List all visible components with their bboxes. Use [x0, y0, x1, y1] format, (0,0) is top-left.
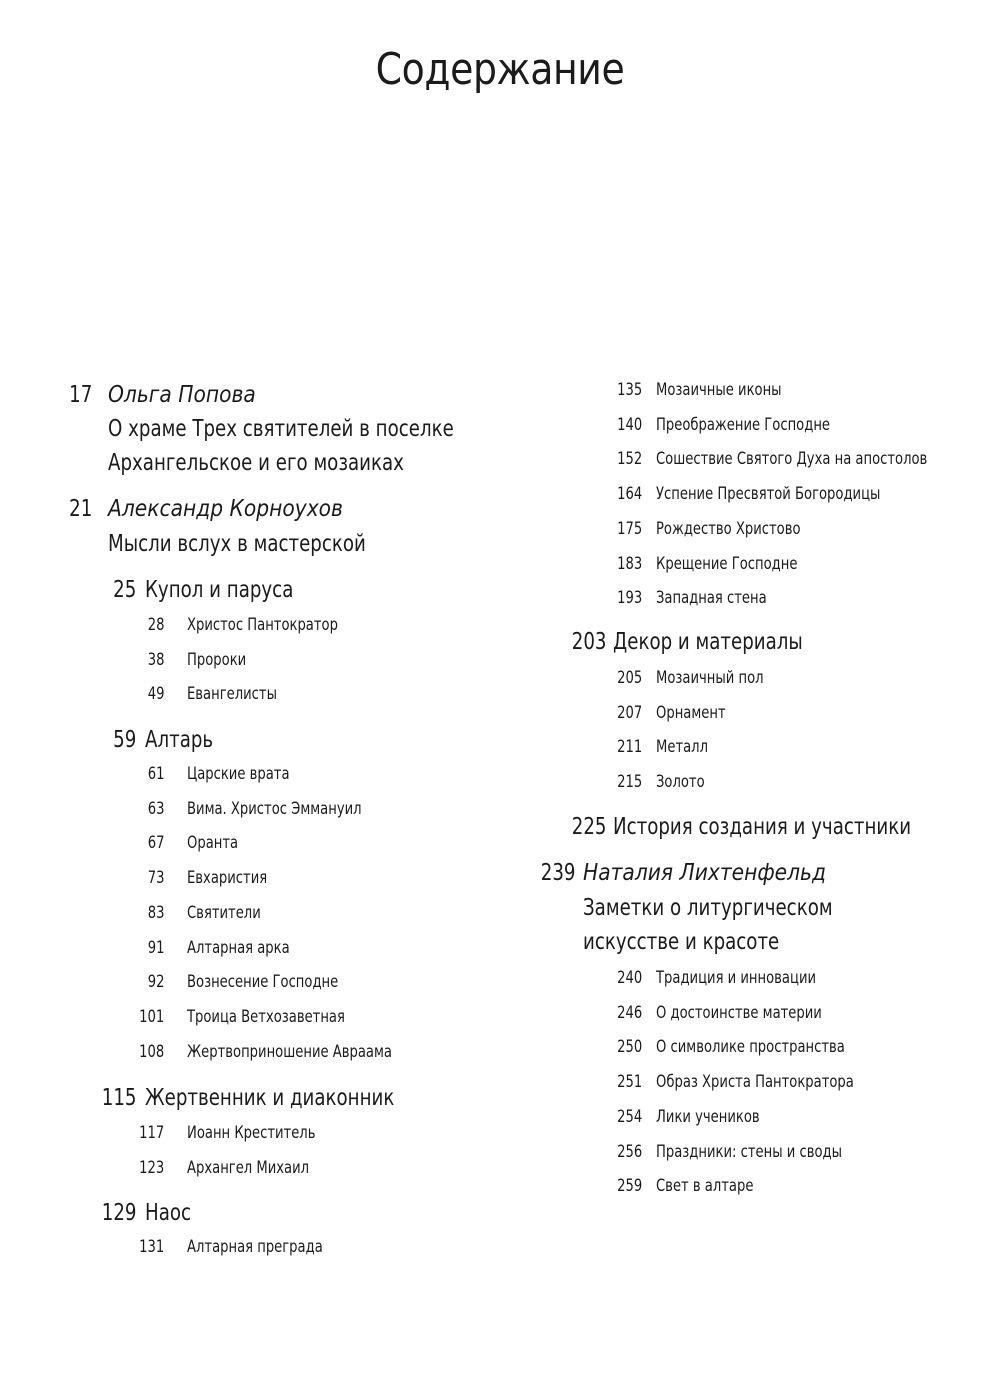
- toc-item-page-number-text: 152: [616, 449, 642, 470]
- toc-essay-popova-line1-title-text: О храме Трех святителей в поселке: [108, 416, 454, 442]
- toc-item-title: [656, 586, 785, 610]
- toc-author-likhtenfeld-page-number: [495, 858, 575, 888]
- toc-section-page-number-text: 25: [112, 577, 136, 603]
- toc-item-page-number: [562, 1070, 642, 1094]
- toc-section-history-title: [613, 812, 952, 842]
- toc-author-popova-title-text: Ольга Попова: [108, 382, 256, 408]
- toc-section-page-number: [56, 1083, 136, 1113]
- toc-item-page-number-text: 259: [616, 1176, 642, 1197]
- toc-item-title-text: Святители: [187, 902, 261, 923]
- toc-item-page-number: [562, 1105, 642, 1129]
- toc-item-page-number-text: 254: [616, 1106, 642, 1127]
- toc-item-title: [656, 1140, 872, 1164]
- toc-item-page-number-text: 251: [616, 1072, 642, 1093]
- toc-essay-kornoukhov-title-text: Мысли вслух в мастерской: [108, 531, 366, 557]
- toc-item-title: [656, 482, 917, 506]
- toc-item-page-number: [84, 1235, 164, 1259]
- toc-item-page-number: [562, 586, 642, 610]
- toc-section-decor-page-number-text: 203: [571, 629, 606, 655]
- toc-author-kornoukhov-page-number-text: 21: [68, 496, 92, 522]
- toc-item-title-text: Алтарная преграда: [187, 1237, 323, 1257]
- toc-item-page-number-text: 240: [616, 968, 642, 988]
- toc-item-title-text: Жертвоприношение Авраама: [187, 1041, 392, 1062]
- toc-essay-popova-line2-title: [108, 448, 444, 478]
- toc-item-page-number: [562, 770, 642, 794]
- toc-item-page-number: [562, 447, 642, 471]
- toc-author-kornoukhov-title: [108, 494, 375, 524]
- toc-item-title-text: Западная стена: [656, 588, 767, 609]
- toc-item-title: [187, 901, 273, 925]
- toc-item-title-text: Царские врата: [187, 764, 290, 784]
- toc-item-page-number-text: 215: [616, 772, 642, 793]
- toc-author-popova-page-number-text: 17: [68, 382, 92, 408]
- toc-item-title-text: Традиция и инновации: [656, 968, 817, 988]
- toc-item-title-text: Оранта: [187, 833, 239, 854]
- toc-item-page-number: [562, 1035, 642, 1059]
- toc-section-page-number: [56, 725, 136, 755]
- toc-item-title-text: Успение Пресвятой Богородицы: [656, 484, 881, 505]
- toc-item-page-number-text: 91: [147, 937, 164, 958]
- toc-item-page-number-text: 49: [147, 684, 164, 705]
- toc-item-page-number-text: 131: [138, 1237, 164, 1257]
- toc-item-title: [187, 613, 363, 637]
- toc-author-popova-page-number: [12, 380, 92, 410]
- toc-essay-popova-line2-title-text: Архангельское и его мозаиках: [108, 450, 404, 476]
- toc-item-page-number: [562, 378, 642, 402]
- toc-item-title: [656, 1001, 849, 1025]
- toc-item-title: [187, 1005, 371, 1029]
- toc-item-title-text: Крещение Господне: [656, 553, 798, 574]
- toc-section-page-number: [56, 575, 136, 605]
- toc-author-kornoukhov-page-number: [12, 494, 92, 524]
- toc-item-title-text: Пророки: [187, 649, 247, 670]
- toc-item-title-text: Праздники: стены и своды: [656, 1141, 843, 1162]
- toc-item-title-text: Образ Христа Пантократора: [656, 1072, 854, 1093]
- toc-item-page-number: [84, 901, 164, 925]
- toc-section-decor-title: [613, 627, 829, 657]
- toc-item-page-number: [562, 701, 642, 725]
- toc-item-title-text: Сошествие Святого Духа на апостолов: [656, 449, 928, 470]
- toc-essay-likhtenfeld-line2-title: [583, 927, 806, 957]
- toc-item-page-number: [562, 735, 642, 759]
- toc-item-title: [187, 936, 306, 960]
- toc-essay-likhtenfeld-line1-title-text: Заметки о литургическом: [583, 895, 833, 921]
- toc-item-page-number: [562, 1174, 642, 1198]
- toc-item-title: [187, 762, 306, 786]
- toc-item-page-number: [84, 970, 164, 994]
- toc-item-title: [187, 970, 363, 994]
- toc-item-page-number: [84, 682, 164, 706]
- toc-item-title-text: Металл: [656, 737, 708, 758]
- toc-item-page-number: [562, 666, 642, 690]
- toc-item-title: [656, 1105, 777, 1129]
- toc-item-page-number: [562, 517, 642, 541]
- toc-item-title-text: Вознесение Господне: [187, 972, 339, 993]
- toc-item-title: [656, 517, 824, 541]
- toc-item-page-number-text: 175: [616, 518, 642, 539]
- toc-item-title-text: Золото: [656, 772, 705, 793]
- toc-item-title: [656, 701, 737, 725]
- toc-section-page-number-text: 59: [112, 727, 136, 753]
- toc-essay-kornoukhov-title: [108, 529, 401, 559]
- toc-item-title: [187, 1040, 425, 1064]
- toc-item-title: [187, 1235, 345, 1259]
- toc-item-title: [656, 1070, 886, 1094]
- toc-item-title: [656, 413, 858, 437]
- toc-item-title-text: Мозаичные иконы: [656, 380, 782, 400]
- toc-item-page-number: [84, 613, 164, 637]
- toc-item-page-number-text: 205: [616, 668, 642, 688]
- toc-author-likhtenfeld-title: [583, 858, 859, 888]
- toc-item-page-number: [84, 831, 164, 855]
- toc-item-page-number: [562, 1001, 642, 1025]
- toc-item-page-number: [562, 413, 642, 437]
- toc-section-page-number-text: 115: [101, 1085, 136, 1111]
- toc-item-page-number: [562, 1140, 642, 1164]
- toc-item-page-number-text: 101: [138, 1006, 164, 1027]
- toc-section-title: [145, 725, 222, 755]
- toc-item-page-number-text: 38: [147, 649, 164, 670]
- toc-item-title-text: Вима. Христос Эммануил: [187, 798, 362, 819]
- toc-section-page-number: [56, 1198, 136, 1228]
- toc-item-page-number: [562, 482, 642, 506]
- toc-item-page-number-text: 250: [616, 1037, 642, 1058]
- toc-item-title-text: Орнамент: [656, 702, 726, 723]
- toc-item-page-number: [84, 936, 164, 960]
- toc-item-title: [187, 682, 292, 706]
- toc-item-page-number-text: 83: [147, 902, 164, 923]
- toc-item-page-number-text: 117: [138, 1123, 164, 1143]
- toc-item-page-number-text: 67: [147, 833, 164, 854]
- toc-item-title: [187, 648, 256, 672]
- toc-section-decor-title-text: Декор и материалы: [613, 629, 803, 655]
- toc-item-page-number: [84, 648, 164, 672]
- toc-item-title-text: О достоинстве материи: [656, 1002, 822, 1023]
- toc-author-likhtenfeld-page-number-text: 239: [540, 860, 575, 886]
- toc-item-title-text: Лики учеников: [656, 1106, 760, 1127]
- toc-essay-likhtenfeld-line2-title-text: искусстве и красоте: [583, 929, 780, 955]
- toc-section-history-page-number: [526, 812, 606, 842]
- toc-item-title-text: Троица Ветхозаветная: [187, 1006, 345, 1027]
- toc-item-title: [187, 1121, 336, 1145]
- toc-item-page-number-text: 61: [147, 764, 164, 784]
- toc-item-page-number-text: 183: [616, 553, 642, 574]
- toc-item-title-text: Преображение Господне: [656, 414, 831, 435]
- toc-item-title-text: Евхаристия: [187, 868, 268, 889]
- toc-item-title: [187, 1156, 329, 1180]
- toc-item-page-number-text: 193: [616, 588, 642, 609]
- toc-item-page-number: [84, 1005, 164, 1029]
- toc-item-page-number: [84, 1040, 164, 1064]
- toc-item-title: [656, 666, 781, 690]
- toc-item-title-text: Христос Пантократор: [187, 615, 338, 635]
- toc-section-history-title-text: История создания и участники: [613, 814, 912, 840]
- toc-item-title: [656, 1174, 769, 1198]
- toc-section-title-text: Наос: [145, 1200, 192, 1226]
- toc-item-page-number-text: 140: [616, 414, 642, 435]
- toc-essay-popova-line1-title: [108, 414, 501, 444]
- page-title: Содержание: [375, 44, 625, 95]
- toc-section-title-text: Алтарь: [145, 727, 214, 753]
- toc-section-title: [145, 575, 314, 605]
- toc-item-title-text: Рождество Христово: [656, 518, 801, 539]
- toc-author-kornoukhov-title-text: Александр Корноухов: [108, 496, 343, 522]
- toc-item-title: [187, 797, 390, 821]
- toc-item-page-number-text: 63: [147, 798, 164, 819]
- toc-item-page-number-text: 108: [138, 1041, 164, 1062]
- toc-section-history-page-number-text: 225: [571, 814, 606, 840]
- toc-item-page-number-text: 28: [147, 615, 164, 635]
- toc-item-page-number-text: 92: [147, 972, 164, 993]
- toc-section-title-text: Жертвенник и диаконник: [145, 1085, 395, 1111]
- toc-item-title-text: Свет в алтаре: [656, 1176, 754, 1197]
- toc-item-title-text: Иоанн Креститель: [187, 1123, 316, 1143]
- toc-section-title-text: Купол и паруса: [145, 577, 294, 603]
- toc-item-page-number-text: 207: [616, 702, 642, 723]
- toc-item-title-text: Мозаичный пол: [656, 668, 764, 688]
- toc-item-title: [656, 552, 820, 576]
- toc-item-title-text: О символике пространства: [656, 1037, 845, 1058]
- toc-essay-likhtenfeld-line1-title: [583, 893, 867, 923]
- toc-item-page-number-text: 211: [616, 737, 642, 758]
- toc-item-page-number-text: 73: [147, 868, 164, 889]
- toc-section-page-number-text: 129: [101, 1200, 136, 1226]
- toc-section-title: [145, 1083, 428, 1113]
- toc-item-page-number: [84, 866, 164, 890]
- toc-item-title: [656, 735, 716, 759]
- toc-item-title: [656, 378, 802, 402]
- toc-item-page-number-text: 135: [616, 380, 642, 400]
- toc-section-decor-page-number: [526, 627, 606, 657]
- toc-item-page-number-text: 246: [616, 1002, 642, 1023]
- toc-item-title-text: Архангел Михаил: [187, 1157, 310, 1178]
- toc-item-title: [656, 770, 713, 794]
- toc-item-page-number: [562, 966, 642, 990]
- toc-item-title-text: Евангелисты: [187, 684, 277, 705]
- toc-item-page-number-text: 256: [616, 1141, 642, 1162]
- toc-item-page-number: [84, 1156, 164, 1180]
- toc-item-title: [656, 447, 971, 471]
- toc-author-likhtenfeld-title-text: Наталия Лихтенфельд: [583, 860, 826, 886]
- toc-item-page-number: [562, 552, 642, 576]
- toc-author-popova-title: [108, 380, 276, 410]
- toc-item-title: [187, 866, 280, 890]
- toc-item-page-number: [84, 762, 164, 786]
- toc-item-title: [656, 966, 842, 990]
- toc-item-page-number: [84, 797, 164, 821]
- toc-item-title: [656, 1035, 876, 1059]
- toc-item-title: [187, 831, 246, 855]
- toc-section-title: [145, 1198, 197, 1228]
- toc-item-page-number: [84, 1121, 164, 1145]
- toc-item-page-number-text: 164: [616, 484, 642, 505]
- toc-item-page-number-text: 123: [138, 1157, 164, 1178]
- toc-item-title-text: Алтарная арка: [187, 937, 290, 958]
